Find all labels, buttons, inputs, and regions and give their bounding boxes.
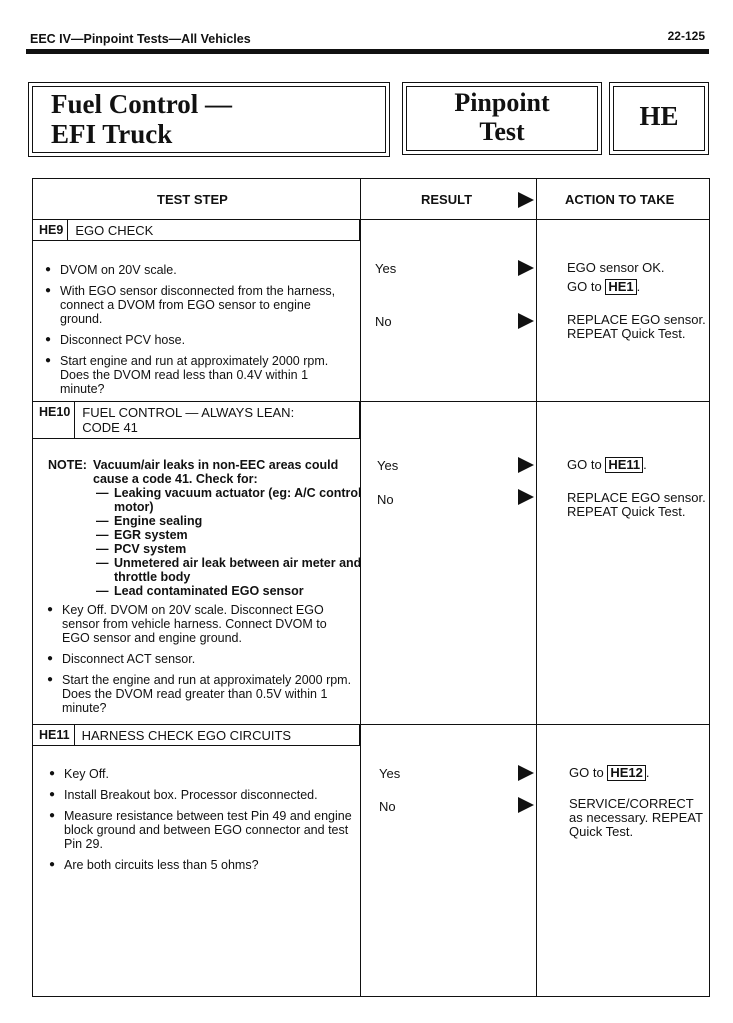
header-rule — [26, 49, 709, 54]
action-yes — [567, 457, 707, 473]
step-instructions — [43, 263, 355, 403]
action-no: REPLACE EGO sensor. REPEAT Quick Test. — [567, 312, 706, 341]
arrow-icon — [518, 457, 534, 473]
action-text: GO to — [567, 457, 602, 472]
result-no: No — [377, 492, 394, 507]
action-yes — [567, 261, 707, 295]
list-item: ● Start the engine and run at approximately 2000 rpm. Does the DVOM read greater than 0.5V within 1 minute? — [45, 673, 357, 715]
list-item: ● With EGO sensor disconnected from the harness, connect a DVOM from EGO sensor to engine ground. — [43, 284, 355, 326]
step-reference-he1[interactable]: HE1 — [605, 279, 636, 295]
step-reference-he11[interactable]: HE11 — [605, 457, 643, 473]
page-number: 22-125 — [667, 29, 705, 43]
pinpoint-test-table — [32, 178, 710, 997]
result-yes: Yes — [375, 261, 397, 276]
step-reference-he12[interactable]: HE12 — [607, 765, 646, 781]
action-no: REPLACE EGO sensor. REPEAT Quick Test. — [567, 490, 706, 519]
test-title: Fuel Control — EFI Truck — [51, 89, 232, 149]
step-id: HE11 — [33, 725, 75, 745]
list-item: ● Install Breakout box. Processor disconnected. — [47, 788, 352, 802]
list-item: ● Disconnect ACT sensor. — [45, 652, 357, 666]
result-no: No — [379, 799, 396, 814]
list-item: — EGR system — [96, 528, 364, 542]
test-code-box — [609, 82, 709, 155]
arrow-icon — [518, 489, 534, 505]
list-item: ● Measure resistance between test Pin 49 and engine block ground and between EGO connector and test Pin 29. — [47, 809, 352, 851]
arrow-icon — [518, 192, 534, 208]
arrow-icon — [518, 313, 534, 329]
pinpoint-label: Pinpoint Test — [454, 88, 550, 146]
action-text: EGO sensor OK. — [567, 260, 665, 275]
column-divider — [536, 179, 537, 996]
step-title: HARNESS CHECK EGO CIRCUITS — [81, 728, 292, 743]
list-item: ● Start engine and run at approximately 2000 rpm. Does the DVOM read less than 0.4V within 1 minute? — [43, 354, 355, 396]
step-id: HE9 — [33, 220, 68, 240]
action-text: . — [643, 457, 647, 472]
list-item: ● Are both circuits less than 5 ohms? — [47, 858, 352, 872]
note-block — [48, 458, 362, 598]
step-header-he9 — [33, 219, 360, 241]
list-item: — Unmetered air leak between air meter and throttle body — [96, 556, 364, 584]
arrow-icon — [518, 765, 534, 781]
list-item: ● DVOM on 20V scale. — [43, 263, 355, 277]
action-no: SERVICE/CORRECT as necessary. REPEAT Quick Test. — [569, 796, 703, 839]
list-item: ● Key Off. DVOM on 20V scale. Disconnect EGO sensor from vehicle harness. Connect DVOM to EGO sensor and engine ground. — [45, 603, 357, 645]
note-list — [96, 486, 364, 598]
step-header-he10 — [33, 401, 360, 439]
result-yes: Yes — [379, 766, 401, 781]
arrow-icon — [518, 797, 534, 813]
step-title: EGO CHECK — [75, 223, 154, 238]
list-item: — PCV system — [96, 542, 364, 556]
note-text: Vacuum/air leaks in non-EEC areas could cause a code 41. Check for: — [93, 458, 339, 486]
action-text: GO to — [569, 765, 604, 780]
step-header-he11 — [33, 724, 360, 746]
list-item: — Lead contaminated EGO sensor — [96, 584, 364, 598]
arrow-icon — [518, 260, 534, 276]
list-item: ● Key Off. — [47, 767, 352, 781]
result-no: No — [375, 314, 392, 329]
column-header-action: ACTION TO TAKE — [565, 192, 675, 207]
test-code: HE — [639, 101, 679, 131]
title-box — [28, 82, 390, 157]
step-id: HE10 — [33, 402, 75, 438]
action-text: . — [645, 765, 650, 780]
list-item: — Leaking vacuum actuator (eg: A/C control motor) — [96, 486, 364, 514]
result-yes: Yes — [377, 458, 399, 473]
step-instructions — [47, 767, 352, 879]
action-yes — [569, 765, 709, 781]
action-text: GO to — [567, 279, 602, 294]
list-item: ● Disconnect PCV hose. — [43, 333, 355, 347]
pinpoint-label-box — [402, 82, 602, 155]
step-instructions — [45, 603, 357, 722]
column-header-test-step: TEST STEP — [157, 192, 228, 207]
step-title: FUEL CONTROL — ALWAYS LEAN: CODE 41 — [82, 405, 295, 435]
note-label: NOTE: — [48, 458, 87, 472]
page-header-section: EEC IV—Pinpoint Tests—All Vehicles — [30, 32, 251, 46]
action-text: . — [636, 279, 641, 294]
list-item: — Engine sealing — [96, 514, 364, 528]
column-header-result: RESULT — [421, 192, 473, 207]
